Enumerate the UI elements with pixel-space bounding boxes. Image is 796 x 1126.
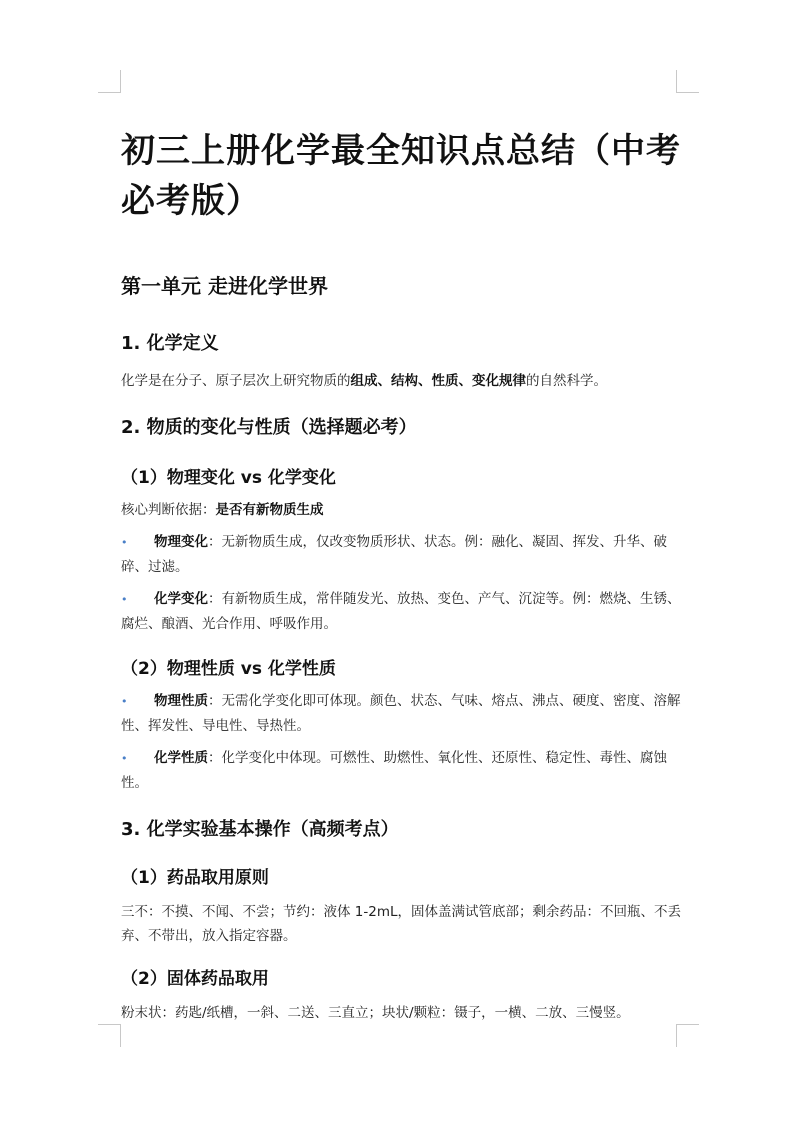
unit-heading: 第一单元 走进化学世界	[121, 274, 328, 298]
subsection-heading-3-2: （2）固体药品取用	[121, 969, 269, 989]
corner-mark-top-right	[676, 70, 699, 93]
subsection-3-2-paragraph: 粉末状：药匙/纸槽，一斜、二送、三直立；块状/颗粒：镊子，一横、二放、三慢竖。	[121, 1005, 630, 1021]
subsection-heading-2-2: （2）物理性质 vs 化学性质	[121, 659, 336, 679]
list-item-text: ：化学变化中体现。可燃性、助燃性、氧化性、还原性、稳定性、毒性、腐蚀性。	[121, 750, 667, 791]
list-item-text: ：无新物质生成，仅改变物质形状、状态。例：融化、凝固、挥发、升华、破碎、过滤。	[121, 534, 667, 575]
list-item-text: ：有新物质生成，常伴随发光、放热、变色、产气、沉淀等。例：燃烧、生锈、腐烂、酿酒、光合作用、呼吸作用。	[121, 591, 681, 632]
subsection-3-1-paragraph: 三不：不摸、不闻、不尝；节约：液体 1-2mL，固体盖满试管底部；剩余药品：不回瓶、不丢弃、不带出，放入指定容器。	[121, 904, 682, 944]
bullet-icon: •	[121, 593, 128, 606]
bullet-icon: •	[121, 536, 128, 549]
corner-mark-bottom-left	[98, 1024, 121, 1047]
core-label: 核心判断依据：	[121, 502, 216, 518]
corner-mark-top-left	[98, 70, 121, 93]
list-item	[121, 587, 681, 636]
section-heading-3: 3. 化学实验基本操作（高频考点）	[121, 819, 399, 840]
list-item-text: ：无需化学变化即可体现。颜色、状态、气味、熔点、沸点、硬度、密度、溶解性、挥发性、导电性、导热性。	[121, 693, 681, 734]
core-criterion-bold: 是否有新物质生成	[215, 502, 324, 518]
paragraph-text: 化学是在分子、原子层次上研究物质的	[121, 373, 351, 389]
document-body	[121, 120, 681, 1025]
list-item-term: 物理性质	[154, 693, 208, 709]
subsection-heading-3-1: （1）药品取用原则	[121, 868, 269, 888]
list-item	[121, 530, 681, 579]
section-heading-1: 1. 化学定义	[121, 333, 219, 354]
corner-mark-bottom-right	[676, 1024, 699, 1047]
bullet-icon: •	[121, 752, 128, 765]
core-criterion	[121, 498, 681, 522]
section-heading-2: 2. 物质的变化与性质（选择题必考）	[121, 417, 417, 438]
bullet-icon: •	[121, 695, 128, 708]
list-item	[121, 689, 681, 738]
list-item-term: 物理变化	[154, 534, 208, 550]
section-1-paragraph	[121, 369, 681, 393]
document-title: 初三上册化学最全知识点总结（中考必考版）	[121, 131, 681, 221]
paragraph-text: 的自然科学。	[526, 373, 607, 389]
subsection-heading-2-1: （1）物理变化 vs 化学变化	[121, 468, 336, 488]
list-item-term: 化学性质	[154, 750, 208, 766]
paragraph-bold-text: 组成、结构、性质、变化规律	[350, 373, 526, 389]
list-item	[121, 746, 681, 795]
list-item-term: 化学变化	[154, 591, 208, 607]
